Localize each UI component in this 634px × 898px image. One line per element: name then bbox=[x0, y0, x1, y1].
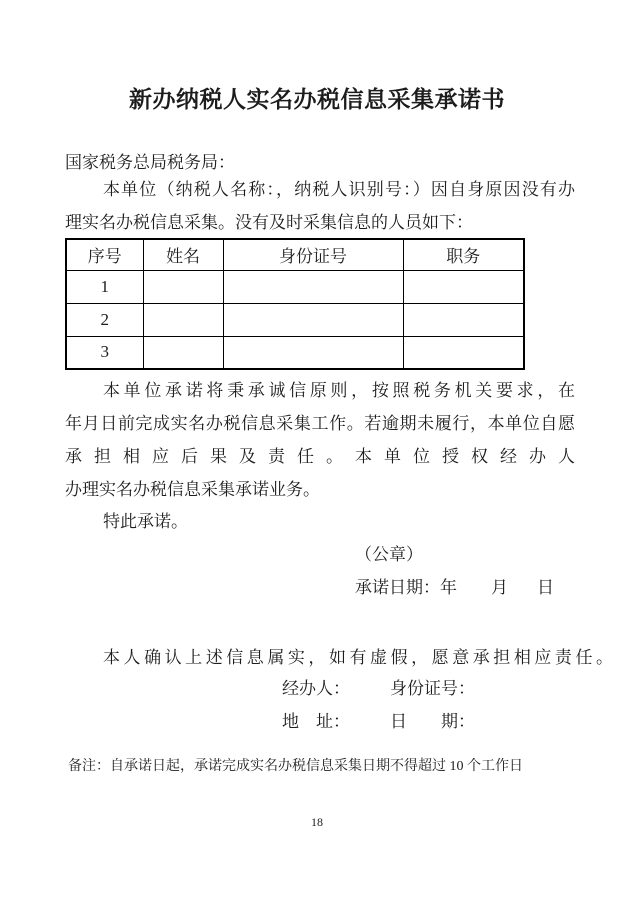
date-month-label: 月 bbox=[491, 578, 508, 597]
table-row bbox=[66, 336, 524, 369]
personnel-table bbox=[65, 238, 525, 370]
commitment-date-label: 承诺日期： bbox=[355, 578, 440, 597]
id-number-label: 身份证号： bbox=[390, 679, 475, 698]
date-year-label: 年 bbox=[440, 578, 457, 597]
cell-name bbox=[143, 303, 223, 336]
agent-label: 经办人： bbox=[282, 679, 350, 698]
commitment-paragraph bbox=[65, 374, 575, 506]
intro-paragraph bbox=[65, 173, 575, 239]
cell-index: 2 bbox=[66, 303, 143, 336]
table-row bbox=[66, 303, 524, 336]
cell-position bbox=[403, 303, 524, 336]
page-title: 新办纳税人实名办税信息采集承诺书 bbox=[129, 86, 505, 112]
cell-position bbox=[403, 336, 524, 369]
confirmation-statement: 本人确认上述信息属实，如有虚假，愿意承担相应责任。 bbox=[103, 648, 613, 667]
col-header-id-number: 身份证号 bbox=[223, 239, 403, 270]
commitment-line-2: 年月日前完成实名办税信息采集工作。若逾期未履行，本单位自愿 bbox=[65, 414, 575, 433]
signature-row-agent bbox=[65, 672, 575, 705]
col-header-position: 职务 bbox=[403, 239, 524, 270]
commitment-line-4: 办理实名办税信息采集承诺业务。 bbox=[65, 480, 320, 499]
col-header-index: 序号 bbox=[66, 239, 143, 270]
table-header-row bbox=[66, 239, 524, 270]
closing-statement: 特此承诺。 bbox=[103, 512, 188, 531]
seal-placeholder: （公章） bbox=[355, 545, 423, 564]
cell-id-number bbox=[223, 336, 403, 369]
date-day-label: 日 bbox=[537, 578, 554, 597]
intro-line-1: 本单位（纳税人名称：，纳税人识别号：）因自身原因没有办 bbox=[103, 180, 575, 199]
sign-date-label: 日 期： bbox=[390, 712, 475, 731]
col-header-name: 姓名 bbox=[143, 239, 223, 270]
cell-id-number bbox=[223, 303, 403, 336]
cell-index: 3 bbox=[66, 336, 143, 369]
cell-index: 1 bbox=[66, 270, 143, 303]
commitment-line-1: 本单位承诺将秉承诚信原则，按照税务机关要求，在 bbox=[103, 381, 575, 400]
cell-id-number bbox=[223, 270, 403, 303]
cell-position bbox=[403, 270, 524, 303]
footnote: 备注：自承诺日起，承诺完成实名办税信息采集日期不得超过 10 个工作日 bbox=[68, 759, 523, 774]
cell-name bbox=[143, 270, 223, 303]
intro-line-2: 理实名办税信息采集。没有及时采集信息的人员如下： bbox=[65, 213, 473, 232]
signature-row-address bbox=[65, 705, 575, 738]
page-number: 18 bbox=[311, 815, 323, 829]
cell-name bbox=[143, 336, 223, 369]
commitment-line-3: 承担相应后果及责任。本单位授权经办人 bbox=[65, 447, 575, 466]
commitment-date-line bbox=[355, 571, 554, 604]
salutation: 国家税务总局税务局： bbox=[65, 153, 235, 172]
address-label: 地 址： bbox=[282, 712, 350, 731]
table-row bbox=[66, 270, 524, 303]
